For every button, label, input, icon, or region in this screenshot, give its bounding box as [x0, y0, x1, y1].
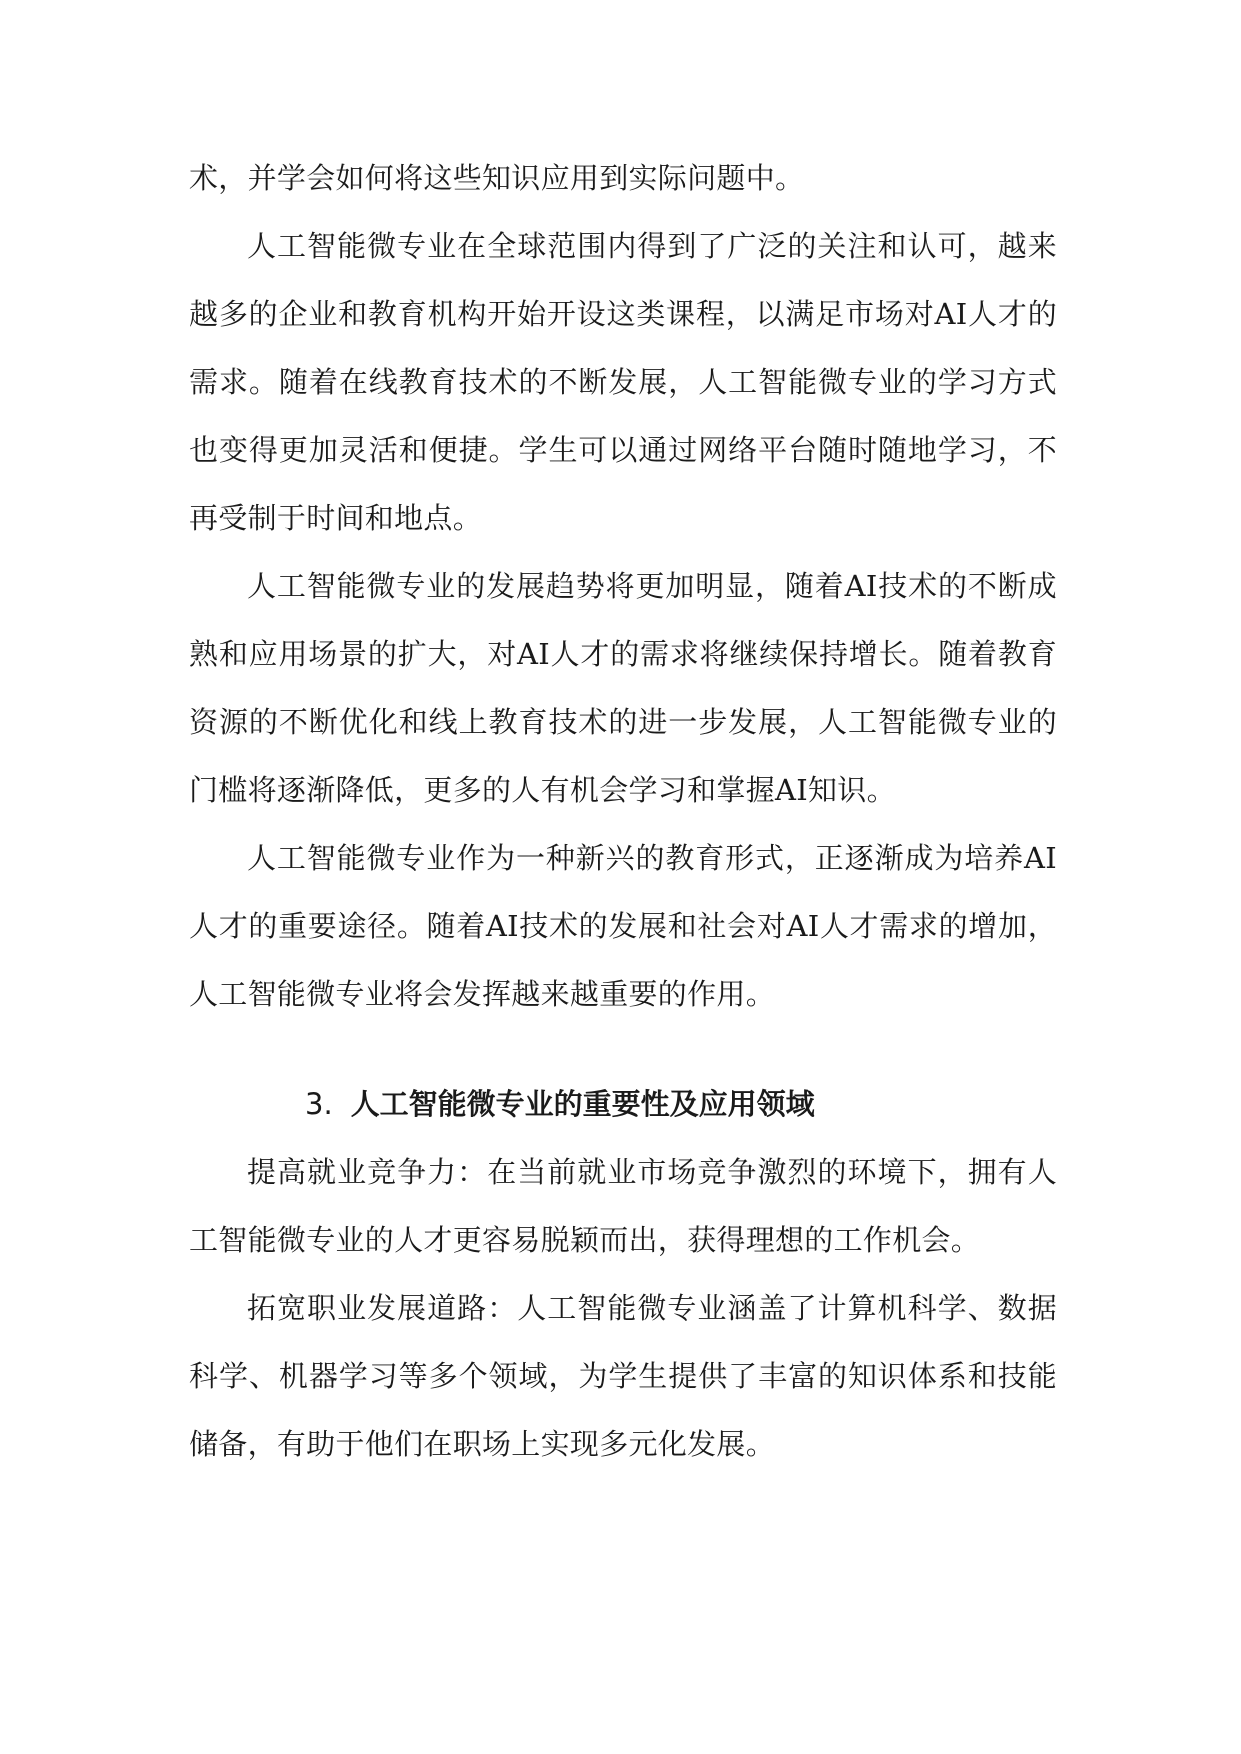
paragraph-global-attention: 人工智能微专业在全球范围内得到了广泛的关注和认可，越来越多的企业和教育机构开始开设这类课程，以满足市场对AI人才的需求。随着在线教育技术的不断发展，人工智能微专业的学习方式也变得更加灵活和便捷。学生可以通过网络平台随时随地学习，不再受制于时间和地点。: [189, 229, 1057, 535]
section-title: 人工智能微专业的重要性及应用领域: [350, 1087, 815, 1121]
paragraph-development-trend: 人工智能微专业的发展趋势将更加明显，随着AI技术的不断成熟和应用场景的扩大，对AI人才的需求将继续保持增长。随着教育资源的不断优化和线上教育技术的进一步发展，人工智能微专业的门槛将逐渐降低，更多的人有机会学习和掌握AI知识。: [189, 569, 1057, 807]
section-heading: [189, 1070, 1057, 1138]
paragraph-continuation: 术，并学会如何将这些知识应用到实际问题中。: [189, 161, 805, 195]
paragraph-employment-competitiveness: 提高就业竞争力：在当前就业市场竞争激烈的环境下，拥有人工智能微专业的人才更容易脱颖而出，获得理想的工作机会。: [189, 1155, 1057, 1257]
paragraph-career-paths: 拓宽职业发展道路：人工智能微专业涵盖了计算机科学、数据科学、机器学习等多个领域，为学生提供了丰富的知识体系和技能储备，有助于他们在职场上实现多元化发展。: [189, 1291, 1057, 1461]
section-number: 3.: [305, 1087, 333, 1121]
paragraph-emerging-form: 人工智能微专业作为一种新兴的教育形式，正逐渐成为培养AI人才的重要途径。随着AI技术的发展和社会对AI人才需求的增加，人工智能微专业将会发挥越来越重要的作用。: [189, 841, 1057, 1011]
document-body: [189, 144, 1057, 1478]
